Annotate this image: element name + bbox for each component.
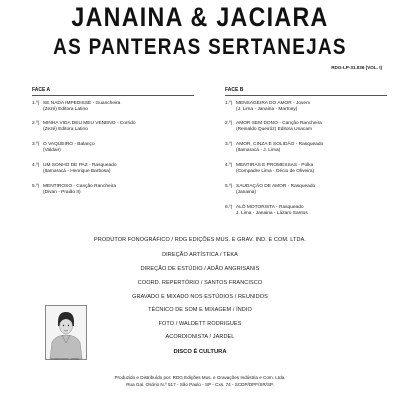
track-title: AMOR SEM DONO - Canção Rancheira [236, 121, 322, 126]
track-number: 4.º) [32, 163, 40, 168]
disco-e-cultura-slogan: DISCO É CULTURA [173, 349, 227, 355]
track-credit: J. Lima - Janaina - Lázaro Santos [236, 211, 308, 217]
track-credit: (J. Lima - Janaina - Martney) [236, 107, 298, 113]
credit-line: COORD. REPERTÓRIO / SANTOS FRANCISCO [137, 280, 263, 286]
track-list-item [225, 142, 323, 155]
track-title: SAUDAÇÃO DE AMOR - Rasqueado [236, 184, 316, 189]
track-list-item [225, 121, 322, 134]
track-list-item [32, 101, 120, 114]
track-list-item [225, 205, 308, 218]
track-number: 6.º) [225, 205, 233, 210]
track-list-item [32, 142, 95, 155]
track-title: O VAQUEIRO - Balanço [43, 142, 95, 147]
face-b-heading: FACE B [225, 87, 244, 93]
address-footer: Rua Gal. Osório N.º 517 - São Paulo - SP - Cxs. 74 - SCDP/DPF/SR/SP. [126, 382, 274, 387]
credit-line: FOTO / WALDETT RODRIGUES [158, 321, 242, 327]
credit-line: DIREÇÃO DE ESTÚDIO / ADÃO ANGRISANIS [140, 266, 260, 272]
track-number: 5.º) [225, 184, 233, 189]
face-a-heading: FACE A [32, 87, 51, 93]
track-credit: (Reinaldo Queiróz) Editora Unacam [236, 127, 312, 133]
track-title: MINHA VIDA DEU MEU VENENO - Corrido [43, 121, 136, 126]
credit-line: GRAVADO E MIXADO NOS ESTÚDIOS / REUNIDOS [132, 294, 268, 300]
track-credit: (Zezé) Editora Latino [43, 127, 88, 133]
track-credit: (Compadre Lima - Décio de Oliveira) [236, 169, 315, 175]
track-credit: (Itamaracá - J. Lima) [236, 148, 281, 154]
track-title: MENTIROSO - Canção Rancheira [43, 184, 117, 189]
credit-line: TÉCNICO DE SOM E MIXAGEM / ÍNDIO [148, 307, 252, 313]
credit-line: DIREÇÃO ARTÍSTICA / TEKA [162, 252, 238, 258]
track-title: AMOR, CINZA E SOLIDÃO - Rasqueado [236, 142, 324, 147]
track-credit: (Janaina) [236, 190, 256, 196]
track-number: 3.º) [225, 142, 233, 147]
track-title: SE NADA IMPEDISSE - Guancheira [43, 101, 121, 106]
face-a-divider [32, 95, 194, 96]
face-b-divider [225, 95, 387, 96]
track-number: 2.º) [225, 121, 233, 126]
track-list-item [32, 163, 117, 176]
track-list-item [225, 163, 314, 176]
track-list-item [32, 121, 136, 134]
track-number: 2.º) [32, 121, 40, 126]
track-list-item [225, 101, 310, 114]
track-credit: (Valdair) [43, 148, 61, 154]
producer-footer: Produzido e Distribuído por: RDG Edições Mus. e Gravações Indústria e Com. Ltda. [114, 375, 286, 380]
track-title: MENTIRAS E PROMESSAS - Polka [236, 163, 314, 168]
catalog-number: RDG-LP-31.036 (VOL. I) [331, 65, 382, 70]
track-number: 5.º) [32, 184, 40, 189]
track-title: MENSAGEIRA DO AMOR - Jovem [236, 101, 311, 106]
track-title: UM SONHO DE PAZ - Rasqueado [43, 163, 117, 168]
track-list-item [225, 184, 315, 197]
track-number: 4.º) [225, 163, 233, 168]
track-title: ALÔ MOTORISTA - Rasqueado [236, 205, 304, 210]
album-title-artists: JANAINA & JACIARA [71, 2, 329, 32]
track-credit: (Zezé) Editora Latino [43, 107, 88, 113]
track-number: 3.º) [32, 142, 40, 147]
credit-line: ACORDIONISTA / JARDEL [165, 334, 235, 340]
track-number: 1.º) [225, 101, 233, 106]
track-credit: (Divan - Praião II) [43, 190, 81, 196]
album-title-subtitle: AS PANTERAS SERTANEJAS [53, 34, 347, 59]
track-list-item [32, 184, 116, 197]
track-number: 1.º) [32, 101, 40, 106]
credit-line: PRODUTOR FONOGRÁFICO / RDG EDIÇÕES MUS. E GRAV. IND. E COM. LTDA. [94, 237, 306, 243]
photo-caption: ACORDIONISTA - JARDEL [50, 358, 80, 361]
track-credit: (Itamaracá - Henrique Barbosa) [43, 169, 111, 175]
